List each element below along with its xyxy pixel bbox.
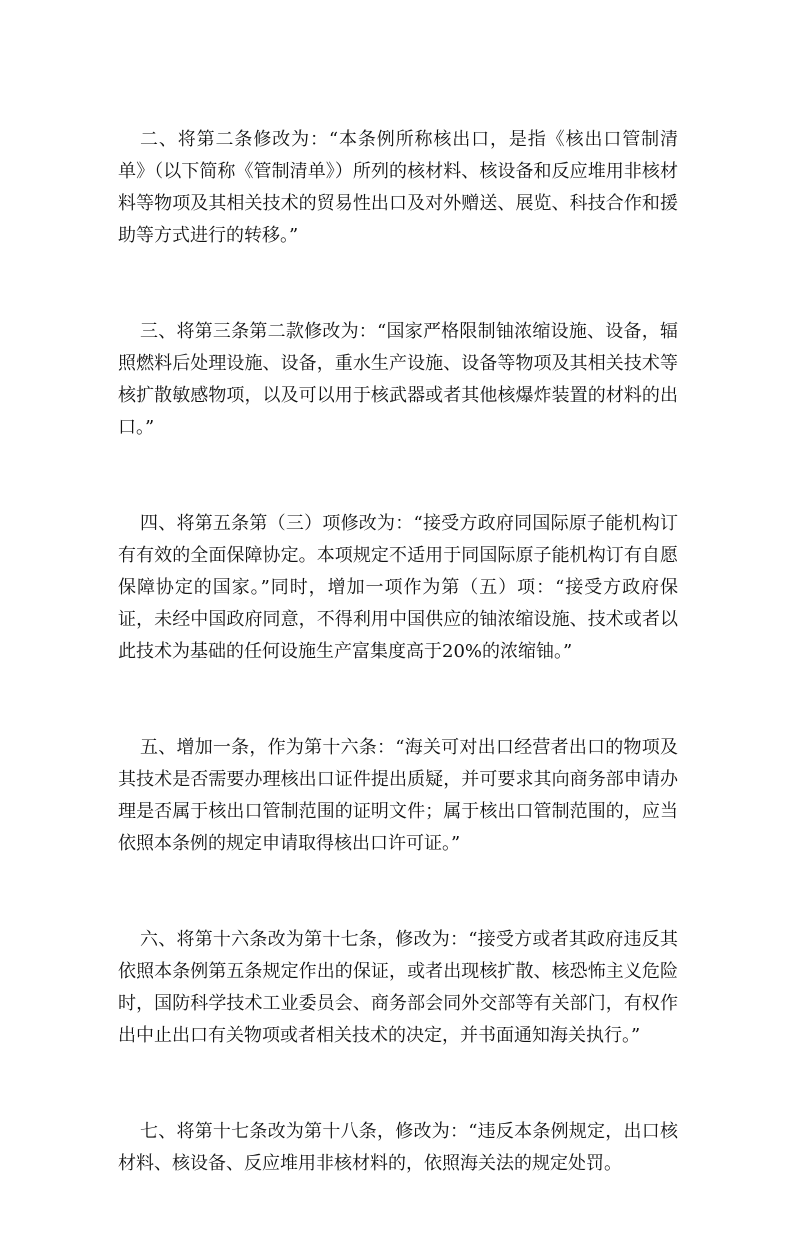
paragraph-article-18: 七、将第十七条改为第十八条，修改为：“违反本条例规定，出口核材料、核设备、反应堆用非核材料的，依照海关法的规定处罚。 bbox=[118, 1121, 678, 1174]
paragraph-article-2: 二、将第二条修改为：“本条例所称核出口，是指《核出口管制清单》（以下简称《管制清单》）所列的核材料、核设备和反应堆用非核材料等物项及其相关技术的贸易性出口及对外赠送、展览、科技合作和援助等方式进行的转移。” bbox=[118, 129, 678, 246]
paragraph-article-5: 四、将第五条第（三）项修改为：“接受方政府同国际原子能机构订有有效的全面保障协定。本项规定不适用于同国际原子能机构订有自愿保障协定的国家。”同时，增加一项作为第（五）项：“接受方政府保证，未经中国政府同意，不得利用中国供应的铀浓缩设施、技术或者以此技术为基础的任何设施生产富集度高于20%的浓缩铀。” bbox=[118, 513, 678, 662]
paragraph-article-16-new: 五、增加一条，作为第十六条：“海关可对出口经营者出口的物项及其技术是否需要办理核出口证件提出质疑，并可要求其向商务部申请办理是否属于核出口管制范围的证明文件；属于核出口管制范围的，应当依照本条例的规定申请取得核出口许可证。” bbox=[118, 737, 678, 854]
paragraph-article-3: 三、将第三条第二款修改为：“国家严格限制铀浓缩设施、设备，辐照燃料后处理设施、设备，重水生产设施、设备等物项及其相关技术等核扩散敏感物项，以及可以用于核武器或者其他核爆炸装置的材料的出口。” bbox=[118, 321, 678, 438]
paragraph-article-17: 六、将第十六条改为第十七条，修改为：“接受方或者其政府违反其依照本条例第五条规定作出的保证，或者出现核扩散、核恐怖主义危险时，国防科学技术工业委员会、商务部会同外交部等有关部门，有权作出中止出口有关物项或者相关技术的决定，并书面通知海关执行。” bbox=[118, 929, 678, 1046]
document-body bbox=[118, 124, 678, 1244]
